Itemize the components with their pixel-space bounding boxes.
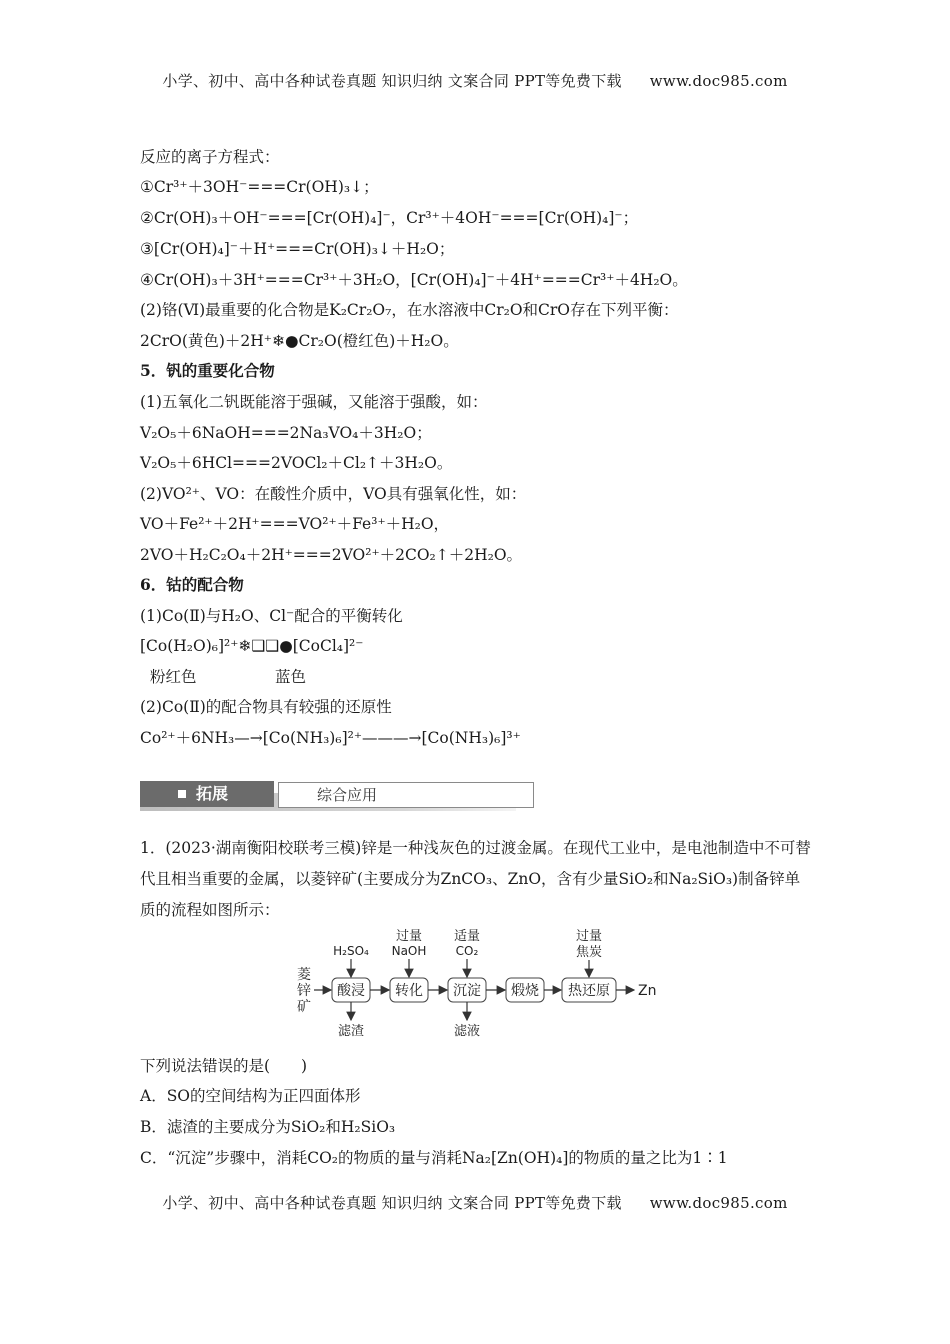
vanadium-eq-1: V₂O₅＋6NaOH===2Na₃VO₄＋3H₂O； — [140, 424, 432, 442]
reagent-excess-2: 过量 — [575, 929, 603, 944]
raw-char-3: 矿 — [297, 999, 311, 1015]
flow-diagram — [290, 925, 670, 1040]
page-header — [0, 70, 950, 91]
reagent-co2: CO₂ — [455, 944, 479, 958]
step-4: 煅烧 — [511, 983, 539, 999]
banner-subtitle — [278, 782, 534, 808]
reagent-naoh: NaOH — [391, 944, 427, 958]
step-1: 酸浸 — [337, 983, 365, 999]
square-icon — [178, 790, 186, 798]
step-2: 转化 — [395, 983, 423, 999]
reagent-coke: 焦炭 — [575, 945, 603, 960]
banner-tag — [140, 781, 274, 807]
intro-line: 反应的离子方程式： — [140, 148, 280, 166]
vanadium-eq-2: V₂O₅＋6HCl===2VOCl₂＋Cl₂↑＋3H₂O。 — [140, 454, 453, 472]
banner-tag-text: 拓展 — [196, 784, 229, 803]
question-stem: 1．(2023·湖南衡阳校联考三模)锌是一种浅灰色的过渡金属。在现代工业中，是电池制造中不可替代且相当重要的金属，以菱锌矿(主要成分为ZnCO₃、ZnO，含有少量SiO₂和Na₂SiO₃)制备锌单质的流程如图所示： — [140, 839, 811, 919]
reagent-proper: 适量 — [453, 929, 481, 944]
vanadium-eq-4: 2VO＋H₂C₂O₄＋2H⁺===2VO²⁺＋2CO₂↑＋2H₂O。 — [140, 546, 523, 564]
cobalt-1-text: (1)Co(Ⅱ)与H₂O、Cl⁻配合的平衡转化 — [140, 607, 403, 625]
footer-site[interactable]: www.doc985.com — [649, 1194, 788, 1212]
section-6-title: 6．钴的配合物 — [140, 575, 244, 594]
raw-char-1: 菱 — [297, 967, 311, 983]
banner-subtitle-text: 综合应用 — [317, 786, 378, 804]
color-blue-label: 蓝色 — [275, 668, 307, 686]
vanadium-eq-3: VO＋Fe²⁺＋2H⁺===VO²⁺＋Fe³⁺＋H₂O， — [140, 515, 450, 533]
reagent-excess-1: 过量 — [395, 929, 423, 944]
option-a[interactable]: A．SO的空间结构为正四面体形 — [140, 1087, 361, 1105]
equation-2: ②Cr(OH)₃＋OH⁻===[Cr(OH)₄]⁻，Cr³⁺＋4OH⁻===[Cr(OH)₄]⁻； — [140, 209, 639, 227]
section-banner — [140, 781, 516, 811]
chromium-equilibrium: 2CrO(黄色)＋2H⁺❄●Cr₂O(橙红色)＋H₂O。 — [140, 332, 459, 350]
question-prompt: 下列说法错误的是( ) — [140, 1057, 308, 1075]
section-5-title: 5．钒的重要化合物 — [140, 361, 275, 380]
equation-1: ①Cr³⁺＋3OH⁻===Cr(OH)₃↓； — [140, 178, 379, 196]
option-b[interactable]: B．滤渣的主要成分为SiO₂和H₂SiO₃ — [140, 1118, 396, 1136]
step-5: 热还原 — [568, 983, 610, 999]
equation-4: ④Cr(OH)₃＋3H⁺===Cr³⁺＋3H₂O，[Cr(OH)₄]⁻＋4H⁺===Cr³⁺＋4H₂O。 — [140, 271, 688, 289]
output-filtrate: 滤液 — [453, 1024, 481, 1039]
header-text: 小学、初中、高中各种试卷真题 知识归纳 文案合同 PPT等免费下载 — [162, 72, 622, 90]
step-3: 沉淀 — [453, 983, 481, 999]
chromium-vi-text: (2)铬(Ⅵ)最重要的化合物是K₂Cr₂O₇，在水溶液中Cr₂O和CrO存在下列平衡： — [140, 301, 679, 319]
output-residue: 滤渣 — [337, 1024, 365, 1039]
vanadium-2-text: (2)VO²⁺、VO：在酸性介质中，VO具有强氧化性，如： — [140, 485, 527, 503]
cobalt-reaction: Co²⁺＋6NH₃—→[Co(NH₃)₆]²⁺———→[Co(NH₃)₆]³⁺ — [140, 729, 521, 747]
reagent-h2so4: H₂SO₄ — [333, 944, 369, 958]
cobalt-equilibrium: [Co(H₂O)₆]²⁺❄❑❑●[CoCl₄]²⁻ — [140, 637, 364, 655]
product-label: Zn — [638, 983, 657, 999]
raw-char-2: 锌 — [297, 983, 311, 999]
page-footer — [0, 1192, 950, 1213]
cobalt-2-text: (2)Co(Ⅱ)的配合物具有较强的还原性 — [140, 698, 392, 716]
vanadium-1-text: (1)五氧化二钒既能溶于强碱，又能溶于强酸，如： — [140, 393, 488, 411]
option-c[interactable]: C．“沉淀”步骤中，消耗CO₂的物质的量与消耗Na₂[Zn(OH)₄]的物质的量之比为1∶1 — [140, 1149, 728, 1167]
color-pink-label: 粉红色 — [150, 668, 197, 686]
equation-3: ③[Cr(OH)₄]⁻＋H⁺===Cr(OH)₃↓＋H₂O； — [140, 240, 455, 258]
footer-text: 小学、初中、高中各种试卷真题 知识归纳 文案合同 PPT等免费下载 — [162, 1194, 622, 1212]
header-site[interactable]: www.doc985.com — [649, 72, 788, 90]
